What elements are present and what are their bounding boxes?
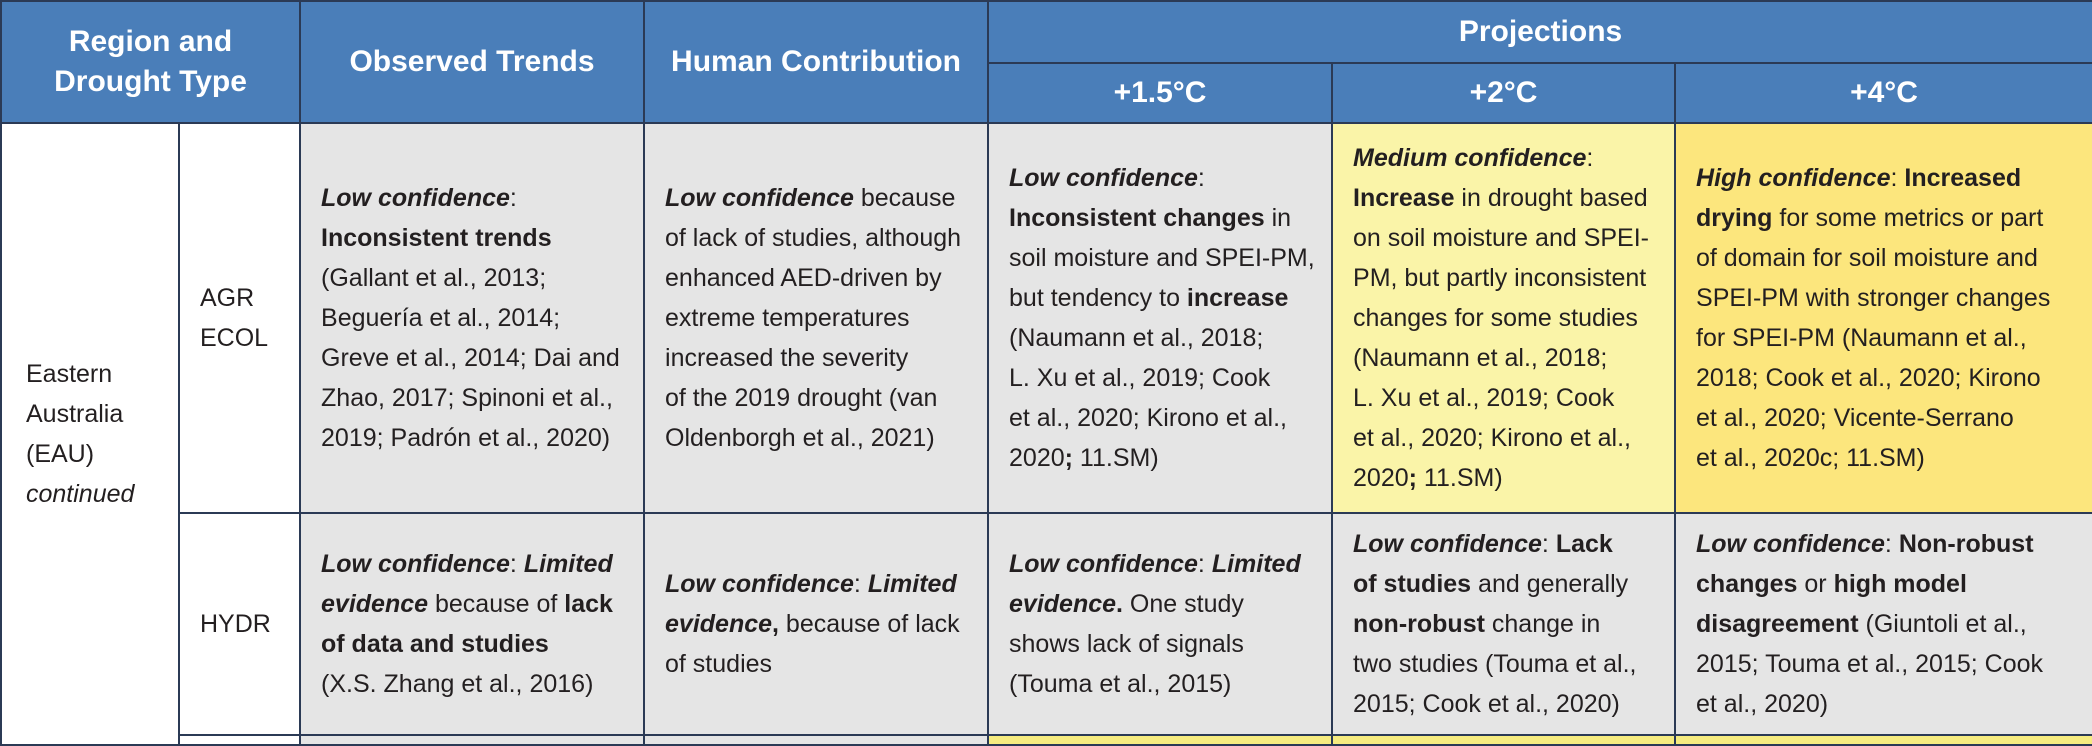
text-line: Low confidence: xyxy=(321,184,517,212)
region-name-line1: Eastern xyxy=(26,360,113,388)
text-line: of domain for soil moisture and xyxy=(1696,244,2038,272)
text-line: for SPEI-PM (Naumann et al., xyxy=(1696,324,2027,352)
header-projections: Projections xyxy=(988,1,2092,63)
text-line: (Naumann et al., 2018; xyxy=(1009,324,1264,352)
drought-type-hydr: HYDR xyxy=(179,513,300,735)
text-line: (X.S. Zhang et al., 2016) xyxy=(321,670,594,698)
agr-projection-2c-cell xyxy=(1332,123,1675,513)
text-line: 2020; 11.SM) xyxy=(1353,464,1503,492)
text-line: on soil moisture and SPEI- xyxy=(1353,224,1649,252)
next-row-cell xyxy=(644,735,988,745)
hydr-human-contribution-cell xyxy=(644,513,988,735)
text-line: 2015; Cook et al., 2020) xyxy=(1353,690,1620,718)
text-line: Low confidence: xyxy=(1009,164,1205,192)
text-line: et al., 2020; Vicente-Serrano xyxy=(1696,404,2014,432)
text-line: et al., 2020c; 11.SM) xyxy=(1696,444,1925,472)
text-line: of the 2019 drought (van xyxy=(665,384,938,412)
text-line: (Naumann et al., 2018; xyxy=(1353,344,1608,372)
text-line: shows lack of signals xyxy=(1009,630,1244,658)
text-line: extreme temperatures xyxy=(665,304,910,332)
text-line: Inconsistent changes in xyxy=(1009,204,1292,232)
hydr-observed-trends-cell xyxy=(300,513,644,735)
text-line: soil moisture and SPEI-PM, xyxy=(1009,244,1315,272)
drought-type-agr-ecol xyxy=(179,123,300,513)
header-observed-trends: Observed Trends xyxy=(300,1,644,123)
agr-observed-trends-cell xyxy=(300,123,644,513)
text-line: evidence because of lack xyxy=(321,590,613,618)
text-line: non-robust change in xyxy=(1353,610,1601,638)
next-row-cell xyxy=(1675,735,2092,745)
text-line: disagreement (Giuntoli et al., xyxy=(1696,610,2027,638)
text-line: increased the severity xyxy=(665,344,909,372)
text-line: Low confidence: Non-robust xyxy=(1696,530,2034,558)
text-line: Low confidence because xyxy=(665,184,956,212)
header-region-line2: Drought Type xyxy=(54,65,247,98)
text-line: two studies (Touma et al., xyxy=(1353,650,1637,678)
region-continued-note: continued xyxy=(26,480,135,508)
text-line: Inconsistent trends xyxy=(321,224,552,252)
text-line: drying for some metrics or part xyxy=(1696,204,2044,232)
region-name-line2: Australia xyxy=(26,400,124,428)
agr-human-contribution-cell xyxy=(644,123,988,513)
text-line: 2019; Padrón et al., 2020) xyxy=(321,424,611,452)
next-row-cell xyxy=(988,735,1332,745)
region-cell-eastern-australia xyxy=(1,123,179,745)
text-line: L. Xu et al., 2019; Cook xyxy=(1353,384,1615,412)
text-line: Low confidence: Limited xyxy=(321,550,613,578)
header-projection-1-5c: +1.5°C xyxy=(988,63,1332,123)
text-line: of data and studies xyxy=(321,630,549,658)
drought-type-ecol: ECOL xyxy=(200,324,269,352)
region-code: (EAU) xyxy=(26,440,95,468)
text-line: changes or high model xyxy=(1696,570,1967,598)
text-line: et al., 2020; Kirono et al., xyxy=(1353,424,1631,452)
text-line: Oldenborgh et al., 2021) xyxy=(665,424,935,452)
text-line: of studies xyxy=(665,650,773,678)
text-line: et al., 2020) xyxy=(1696,690,1829,718)
text-line: Medium confidence: xyxy=(1353,144,1594,172)
text-line: Beguería et al., 2014; xyxy=(321,304,561,332)
header-region-line1: Region and xyxy=(68,24,233,58)
text-line: (Touma et al., 2015) xyxy=(1009,670,1232,698)
header-projection-4c: +4°C xyxy=(1675,63,2092,123)
text-line: 2018; Cook et al., 2020; Kirono xyxy=(1696,364,2041,392)
text-line: enhanced AED-driven by xyxy=(665,264,942,292)
hydr-projection-1-5c-cell xyxy=(988,513,1332,735)
text-line: but tendency to increase xyxy=(1009,284,1289,312)
text-line: L. Xu et al., 2019; Cook xyxy=(1009,364,1271,392)
text-line: of studies and generally xyxy=(1353,570,1629,598)
text-line: evidence, because of lack xyxy=(665,610,960,638)
text-line: evidence. One study xyxy=(1009,590,1244,618)
header-human-contribution: Human Contribution xyxy=(644,1,988,123)
text-line: of lack of studies, although xyxy=(665,224,962,252)
text-line: Greve et al., 2014; Dai and xyxy=(321,344,620,372)
text-line: Low confidence: Limited xyxy=(1009,550,1301,578)
next-row-cell xyxy=(1332,735,1675,745)
drought-type-agr: AGR xyxy=(200,284,255,312)
text-line: Increase in drought based xyxy=(1353,184,1648,212)
text-line: (Gallant et al., 2013; xyxy=(321,264,547,292)
text-line: Low confidence: Limited xyxy=(665,570,957,598)
header-region-drought-type xyxy=(1,1,300,123)
hydr-projection-4c-cell xyxy=(1675,513,2092,735)
text-line: Zhao, 2017; Spinoni et al., xyxy=(321,384,613,412)
agr-projection-1-5c-cell xyxy=(988,123,1332,513)
text-line: High confidence: Increased xyxy=(1696,164,2022,192)
text-line: PM, but partly inconsistent xyxy=(1353,264,1647,292)
next-row-cell xyxy=(300,735,644,745)
text-line: 2015; Touma et al., 2015; Cook xyxy=(1696,650,2044,678)
text-line: et al., 2020; Kirono et al., xyxy=(1009,404,1287,432)
header-projection-2c: +2°C xyxy=(1332,63,1675,123)
text-line: changes for some studies xyxy=(1353,304,1638,332)
hydr-projection-2c-cell xyxy=(1332,513,1675,735)
next-row-type-cell xyxy=(179,735,300,745)
text-line: 2020; 11.SM) xyxy=(1009,444,1159,472)
text-line: SPEI-PM with stronger changes xyxy=(1696,284,2051,312)
text-line: Low confidence: Lack xyxy=(1353,530,1613,558)
agr-projection-4c-cell xyxy=(1675,123,2092,513)
